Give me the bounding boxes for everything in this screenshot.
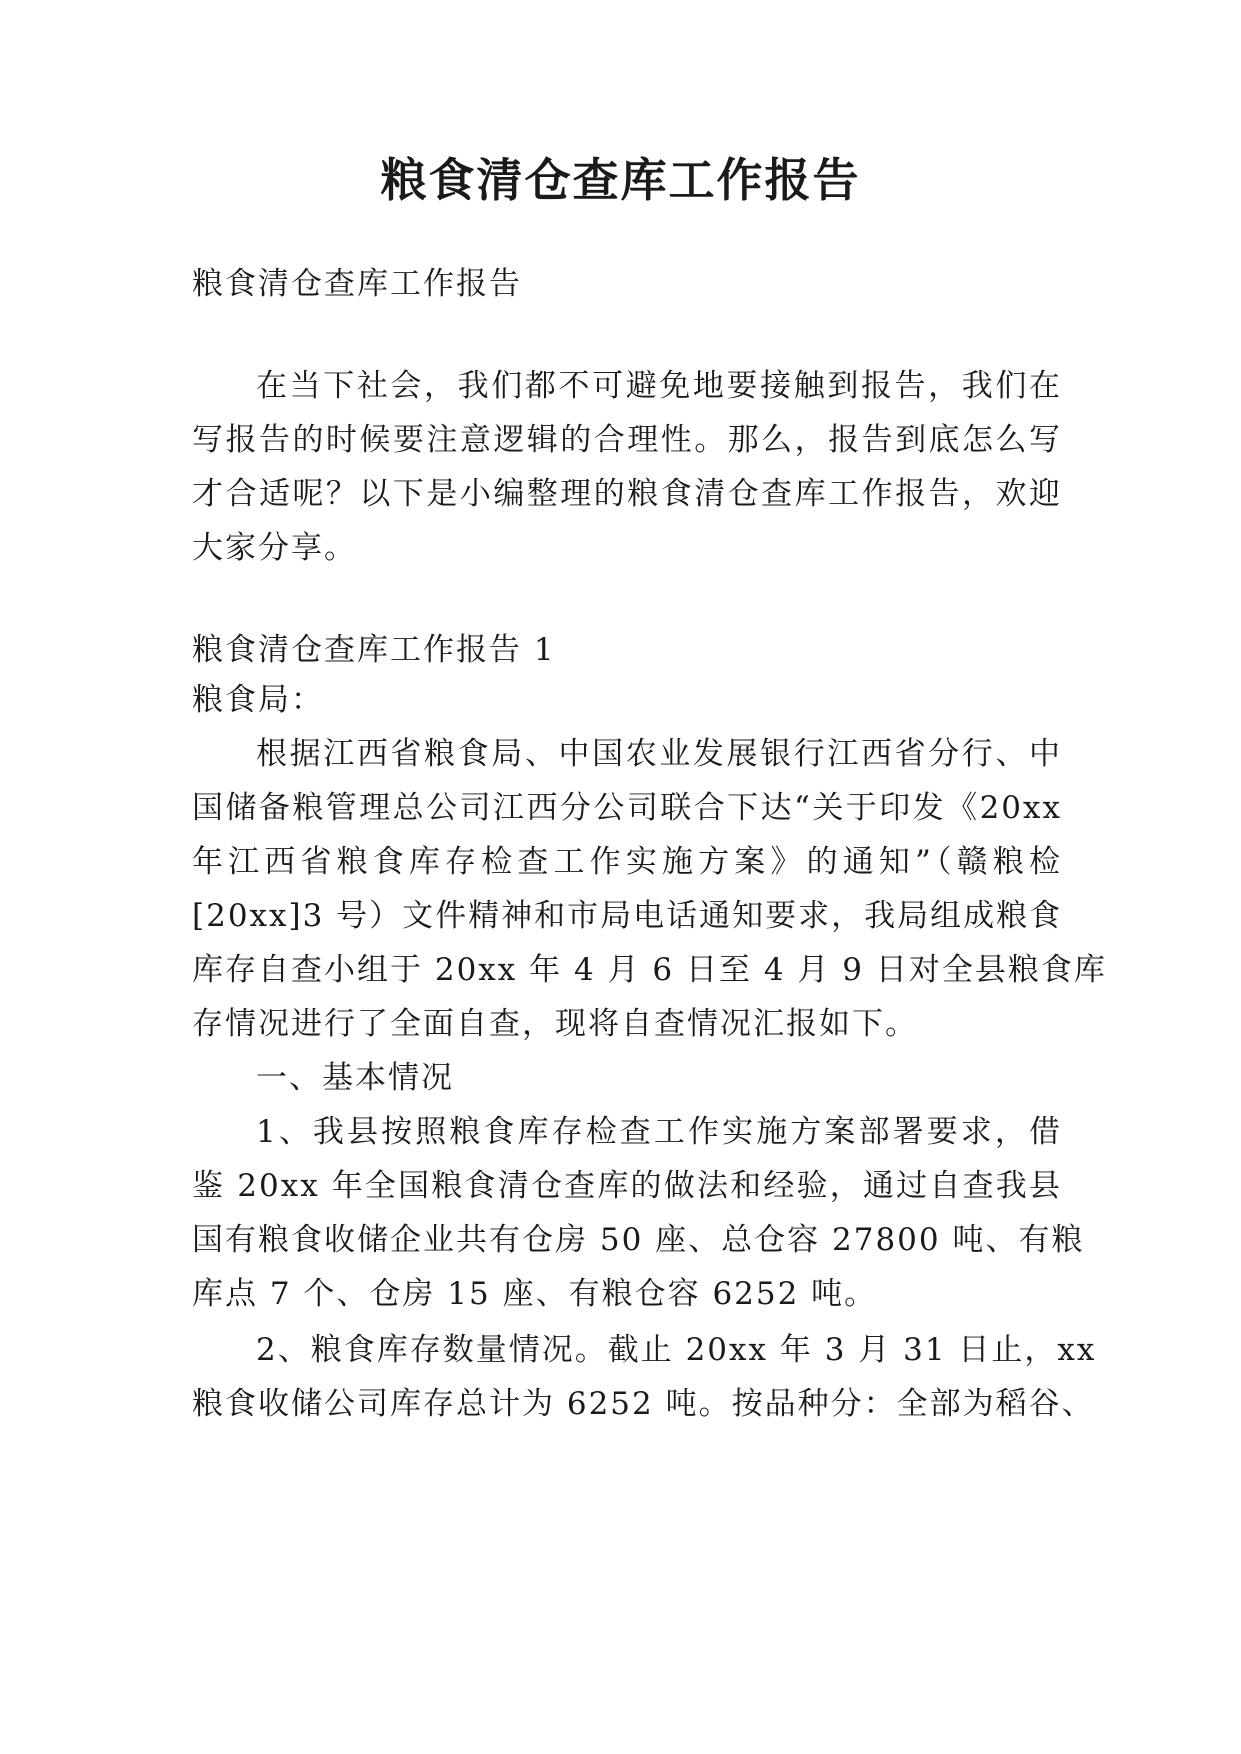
paragraph-line: 2、粮食库存数量情况。截止 20xx 年 3 月 31 日止，xx	[256, 1332, 1097, 1368]
paragraph-line: 鉴 20xx 年全国粮食清仓查库的做法和经验，通过自查我县	[192, 1168, 1062, 1204]
paragraph-line: [20xx]3 号）文件精神和市局电话通知要求，我局组成粮食	[192, 898, 1063, 934]
section-heading: 一、基本情况	[256, 1060, 454, 1096]
document-subtitle: 粮食清仓查库工作报告	[192, 266, 522, 302]
paragraph-line: 库存自查小组于 20xx 年 4 月 6 日至 4 月 9 日对全县粮食库	[192, 952, 1107, 988]
paragraph-line: 库点 7 个、仓房 15 座、有粮仓容 6252 吨。	[192, 1276, 878, 1312]
paragraph-line: 根据江西省粮食局、中国农业发展银行江西省分行、中	[256, 736, 1062, 772]
paragraph-line: 国储备粮管理总公司江西分公司联合下达“关于印发《20xx	[192, 790, 1062, 826]
intro-line: 写报告的时候要注意逻辑的合理性。那么，报告到底怎么写	[192, 422, 1062, 458]
document-title: 粮食清仓查库工作报告	[380, 153, 861, 207]
intro-line: 才合适呢？以下是小编整理的粮食清仓查库工作报告，欢迎	[192, 476, 1062, 512]
paragraph-line: 国有粮食收储企业共有仓房 50 座、总仓容 27800 吨、有粮	[192, 1222, 1085, 1258]
paragraph-line: 年江西省粮食库存检查工作实施方案》的通知”（赣粮检	[192, 844, 1062, 880]
intro-line: 在当下社会，我们都不可避免地要接触到报告，我们在	[256, 368, 1062, 404]
paragraph-line: 1、我县按照粮食库存检查工作实施方案部署要求，借	[256, 1114, 1062, 1150]
paragraph-line: 粮食收储公司库存总计为 6252 吨。按品种分：全部为稻谷、	[192, 1386, 1095, 1422]
paragraph-line: 存情况进行了全面自查，现将自查情况汇报如下。	[192, 1006, 918, 1042]
intro-line: 大家分享。	[192, 530, 357, 566]
salutation: 粮食局：	[192, 682, 324, 718]
section-title: 粮食清仓查库工作报告 1	[192, 632, 556, 668]
